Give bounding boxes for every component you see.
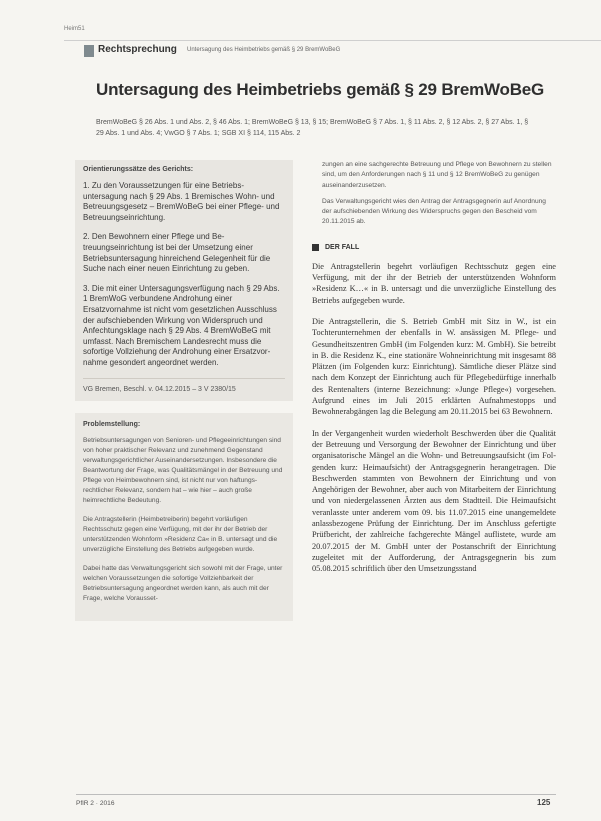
journal-issue: PflR 2 · 2016 <box>76 800 115 807</box>
problem-continuation: zungen an eine sachgerechte Betreuung und Pflege von Bewohnern zu stellen sind, um den Anforderungen nach § 11 und § 12 BremWoBeG zu genügen auseinanderzusetzen. <box>322 161 552 189</box>
legal-norms: BremWoBeG § 26 Abs. 1 und Abs. 2, § 46 Abs. 1; BremWoBeG § 13, § 15; BremWoBeG § 7 Abs. 1, § 11 Abs. 2, § 12 Abs. 2, § 27 Abs. 1, § 29 Abs. 1 und Abs. 4; VwGO § 7 Abs. 1; SGB XI § 114, 115 Abs. 2 <box>96 119 529 137</box>
court-decision-summary: Das Verwaltungsgericht wies den Antrag der Antragsgegnerin auf Anordnung der aufschiebenden Wirkung des Widerspruchs gegen den Bescheid vom 20.11.2015 ab. <box>322 197 546 226</box>
header-subtitle: Untersagung des Heimbetriebs gemäß § 29 BremWoBeG <box>187 47 341 53</box>
case-section-label: DER FALL <box>325 243 360 251</box>
right-column <box>312 160 556 585</box>
guidelines-box <box>75 160 293 401</box>
left-column <box>75 160 293 621</box>
problem-paragraph: Betriebsuntersagungen von Senioren- und Pflegeeinrichtungen sind von hoher praktischer Relevanz und zunehmend Gegenstand verwaltungsgerichtlicher Auseinandersetzungen. Insbesondere die Beantwortung der Frage, was Qualitätsmängel in der Betreuung und Pflege von Heimbewohnern sind, ist nicht nur von haftungsrechtlicher Relevanz, sondern hat – wie hier – auch große heimrechtliche Bedeutung. <box>83 436 283 504</box>
header-tab-label: Heim51 <box>64 26 85 32</box>
section-square-icon <box>312 244 319 251</box>
guideline-item: 3. Die mit einer Untersagungsverfügung nach § 29 Abs. 1 BremWoG verbundene Androhung einer Ersatzvornahme ist nicht vom gesetzlichen Ausschluss der aufschiebenden Wirkung von Widerspruch und Anfechtungsklage nach § 29 Abs. 4 BremWoBeG mit umfasst. Nach Bremischem Landesrecht muss die sofortige Vollziehung der Androhung einer Ersatzvornahme gesondert angeordnet werden. <box>83 283 280 367</box>
problem-paragraph: Dabei hatte das Verwaltungsgericht sich sowohl mit der Frage, unter welchen Voraussetzungen die sofortige Vollziehbarkeit der Betriebsuntersagung angeordnet werden kann, als auch mit der Frage, welche Vorausset- <box>83 564 283 602</box>
guidelines-title: Orientierungssätze des Gerichts: <box>83 166 194 173</box>
case-paragraph: In der Vergangenheit wurden wiederholt Beschwerden über die Qualität der Betreuung und Versorgung der Bewohner der Einrichtung und über organisatorische Mängel an die Wohn- und Betreuungsaufsicht (im Folgenden kurz: Heimaufsicht) der Antragsgegnerin herangetragen. Die Beschwerden stammten von Bewohnern der Einrichtung und von Angehörigen der Bewohner, aber auch von Mitarbeitern der Einrichtung und von niedergelassenen Ärzten aus dem Stadtteil. Die Heimaufsicht veranlasste unter anderem vom 09. bis 11.07.2015 eine unangemeldete anlassbezogene Prüfung der Einrichtung. Der im Anschluss gefertigte Prüfbericht, der zahlreiche fachgerechte Mängel auflistete, wurde am 20.07.2015 der M. GmbH unter der Postanschrift der Einrichtung zugeleitet mit der Aufforderung, der Antragsgegnerin bis zum 05.08.2015 schriftlich über den Umsetzungsstand <box>312 428 556 574</box>
footer-divider <box>76 794 556 795</box>
page-number: 125 <box>537 798 551 807</box>
problem-title: Problemstellung: <box>83 420 141 428</box>
problem-box <box>75 413 293 621</box>
guideline-item: 1. Zu den Voraussetzungen für eine Betriebsuntersagung nach § 29 Abs. 1 Bremisches Wohn- und Betreuungsgesetz – BremWoBeG bei einer Pflege- und Betreuungseinrichtung. <box>83 181 280 222</box>
header-section-title: Rechtsprechung <box>98 44 177 55</box>
problem-paragraph: Die Antragstellerin (Heimbetreiberin) begehrt vorläufigen Rechtsschutz gegen eine Verfügung, mit der ihr der Betrieb der unterstützenden Wohnform »Residenz Ca« in B. untersagt und die unverzügliche Einstellung des Betriebs aufgegeben wurde. <box>83 515 278 553</box>
case-section-heading <box>312 244 556 251</box>
case-paragraph: Die Antragstellerin, die S. Betrieb GmbH mit Sitz in W., ist ein Tochterunternehmen der ebenfalls in W. ansässigen M. Pflege- und Gesundheitszentren GmbH (im Folgenden kurz: M. GmbH). Sie betreibt in B. die Residenz K., eine stationäre Wohneinrichtung mit insgesamt 88 Plätzen (im Folgenden kurz: Einrichtung). Sämtliche dieser Plätze sind nach dem Konzept der Einrichtung auch für Pflegebedürftige innerhalb des Rentenalters (interne Bezeichnung: »Junge Pflege«) vorgesehen. Aufgrund eines im Juli 2015 erklärten Aufnahmestopps und Bewohnerabgängen lag die Belegung am 20.11.2015 bei 63 Bewohnern. <box>312 316 556 417</box>
header-divider <box>64 40 601 41</box>
court-citation: VG Bremen, Beschl. v. 04.12.2015 – 3 V 2380/15 <box>83 378 285 393</box>
guideline-item: 2. Den Bewohnern einer Pflege und Betreuungseinrichtung ist bei der Umsetzung einer Betriebsuntersagung hinreichend Gelegenheit für die Suche nach einer neuen Einrichtung zu geben. <box>83 232 271 274</box>
case-paragraph: Die Antragstellerin begehrt vorläufigen Rechtsschutz gegen eine Verfügung, mit der ihr der Betrieb der unterstützenden Wohnform »Residenz K…« in B. untersagt und die unverzügliche Einstellung des Betriebs aufgegeben wurde. <box>312 261 556 305</box>
section-marker-block <box>84 45 94 57</box>
article-title: Untersagung des Heimbetriebs gemäß § 29 BremWoBeG <box>96 80 545 99</box>
